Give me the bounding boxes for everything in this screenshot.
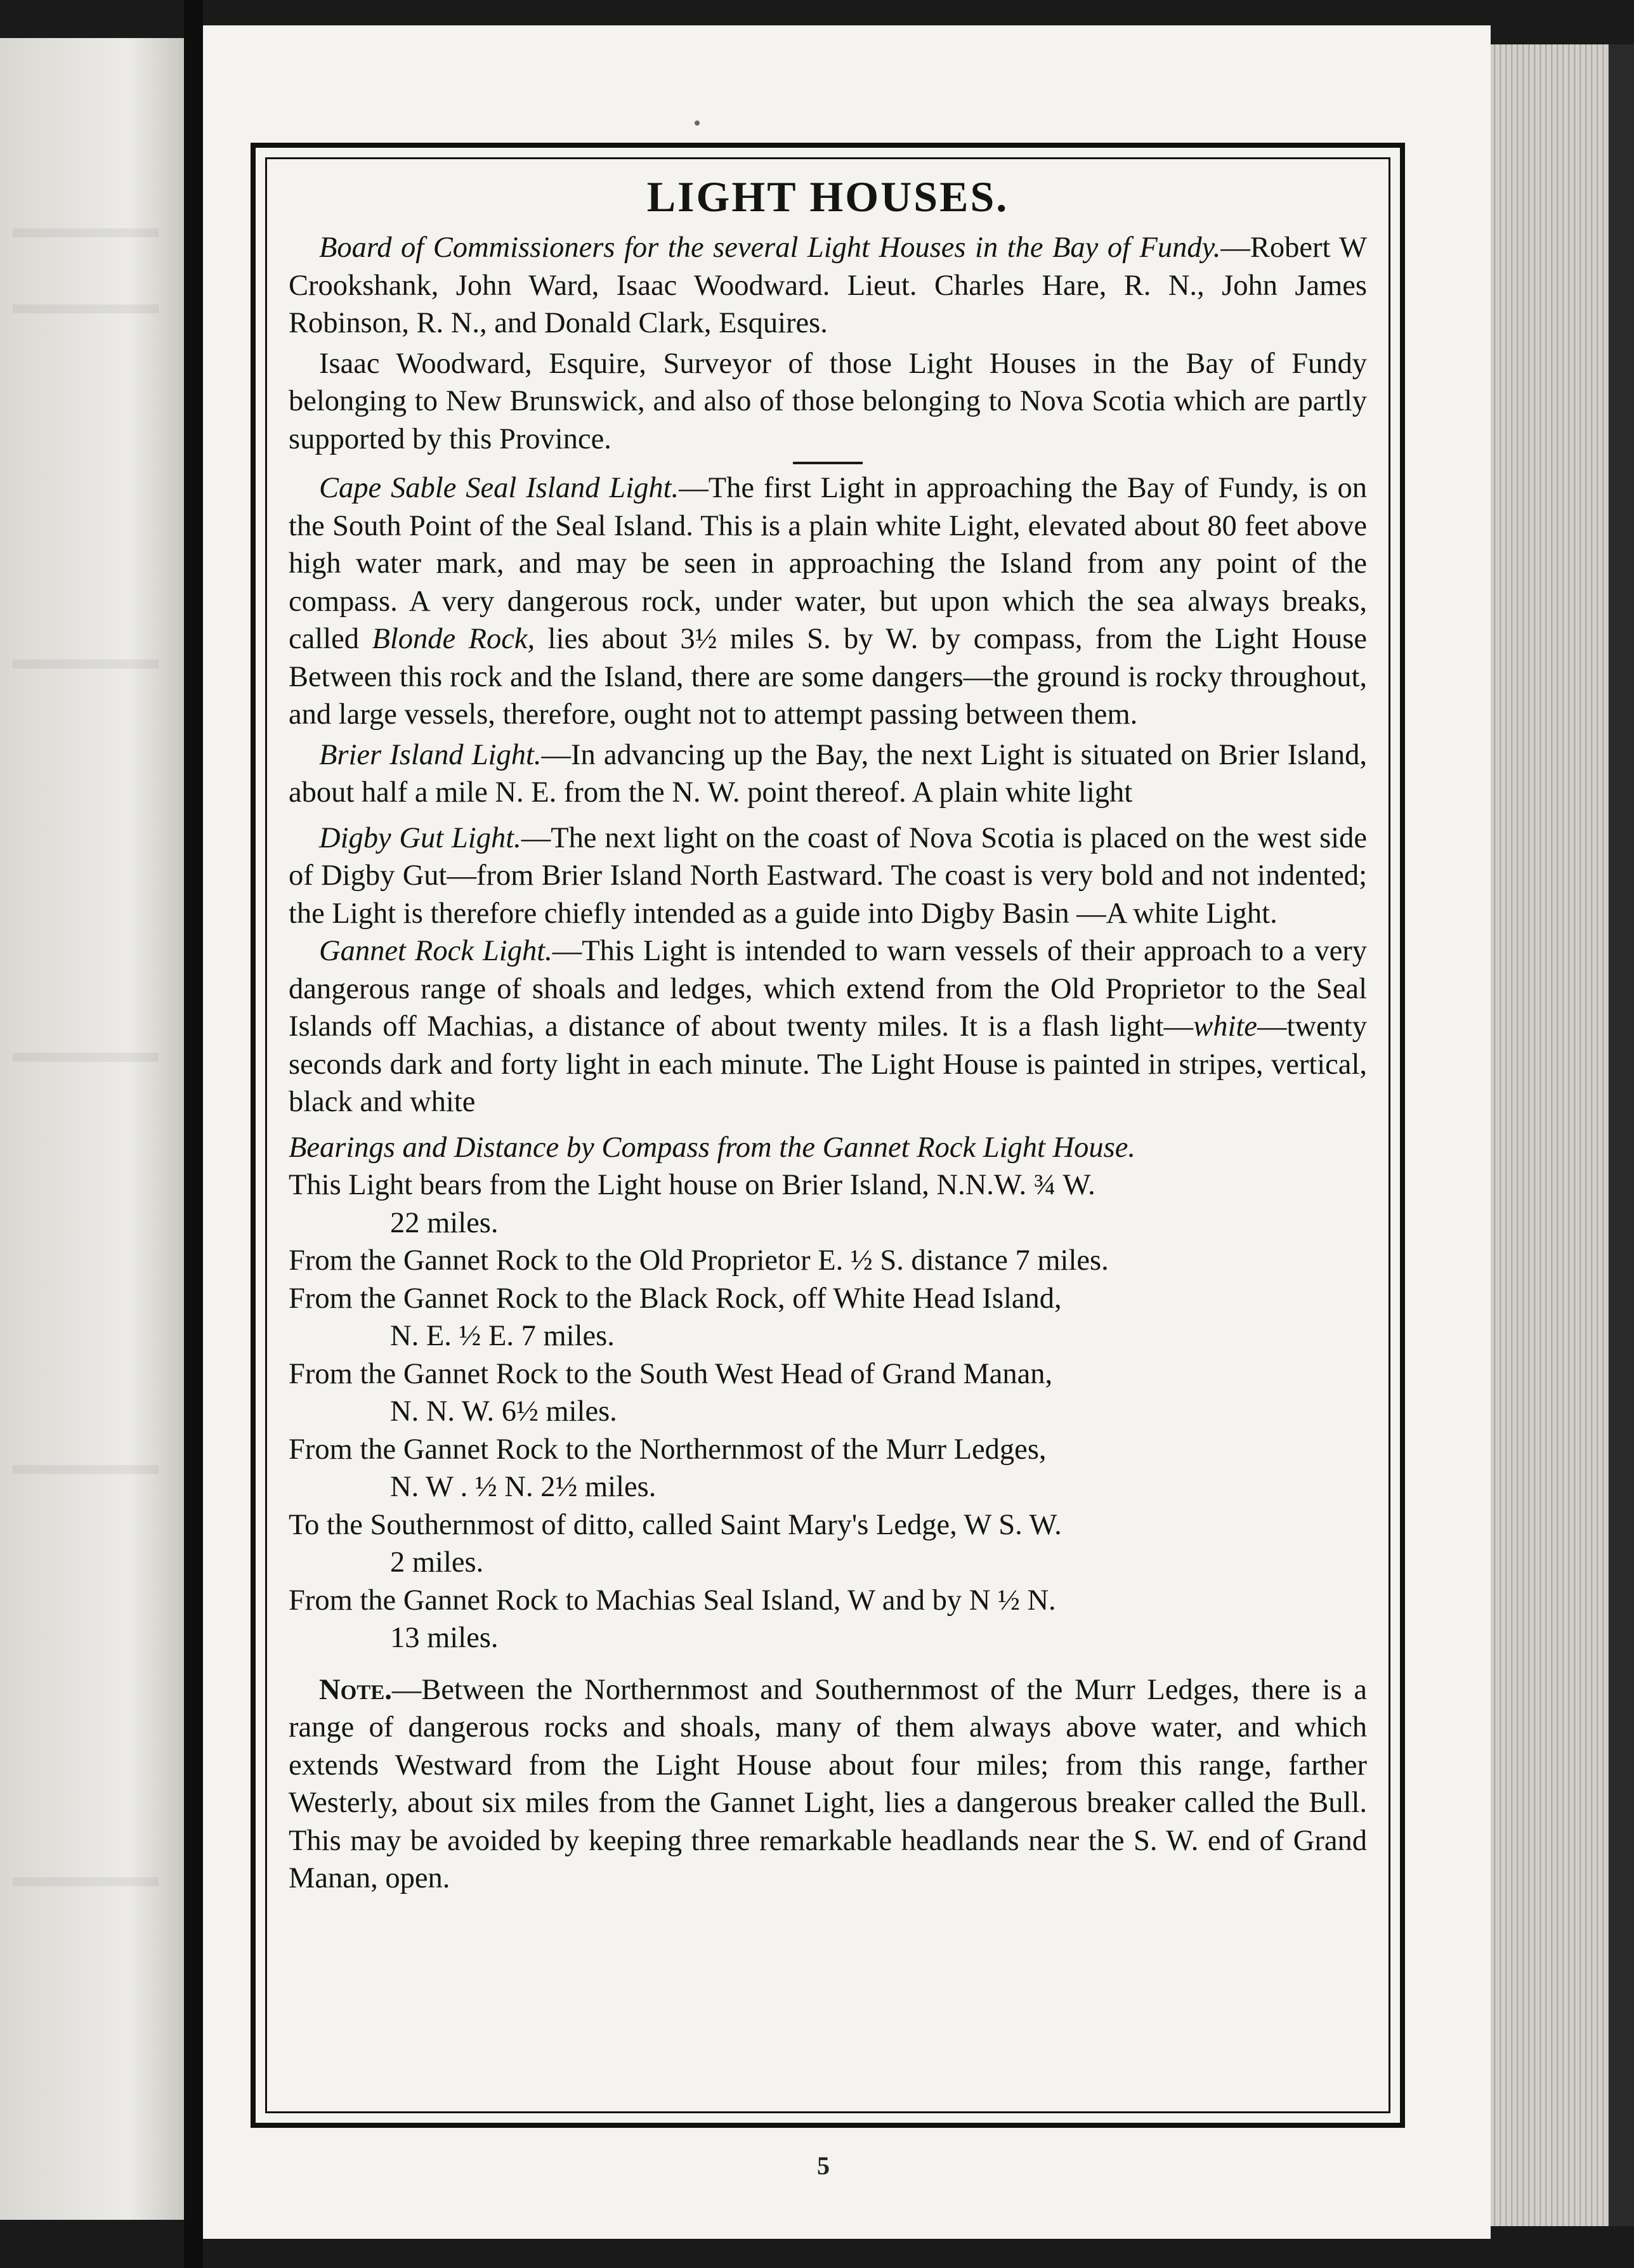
page-title: LIGHT HOUSES.: [646, 173, 1009, 221]
light-text: —The next light on the coast of Nova Scotia is placed on the west side of Digby Gut—from Brier Island North Eastward. The coast is very bold and not indented; the Light is therefore chiefly intended as a guide into Digby Basin —A white Light.: [289, 821, 1367, 930]
bearing-line: From the Gannet Rock to the South West Head of Grand Manan,: [289, 1357, 1053, 1390]
facing-page: [0, 38, 184, 2220]
page-content: [289, 168, 1367, 2096]
light-text: —twenty seconds dark and forty light in each minute. The Light House is painted in stripes, vertical, black and white: [289, 1010, 1367, 1118]
light-paragraph-cape-sable: [289, 469, 1367, 734]
light-text: lies about 3½ miles S. by W. by compass, from the Light House Between this rock and the Island, there are some dangers—the ground is rocky throughout, and large vessels, therefore, ought not to attempt passing between them.: [289, 623, 1367, 731]
bearing-distance: 22 miles.: [390, 1206, 499, 1239]
light-text: —The first Light in approaching the Bay of Fundy, is on the South Point of the Seal Island. This is a plain white Light, elevated about 80 feet above high water mark, and may be seen in approaching the Island from any point of the compass. A very dangerous rock, under water, but upon which the sea always breaks, called: [289, 472, 1367, 655]
bearing-entry: [289, 1506, 1367, 1582]
page-edges: [1491, 44, 1634, 2226]
commissioners-text: —Robert W Crookshank, John Ward, Isaac Woodward. Lieut. Charles Hare, R. N., John James Robinson, R. N., and Donald Clark, Esquires.: [289, 231, 1367, 339]
bearing-entry: [289, 1431, 1367, 1506]
light-paragraph-brier-island: [289, 736, 1367, 812]
section-divider: [793, 462, 863, 464]
bearing-line: To the Southernmost of ditto, called Saint Mary's Ledge, W S. W.: [289, 1508, 1062, 1541]
book-gutter: [184, 0, 203, 2268]
light-name: Digby Gut Light.: [319, 821, 521, 854]
emphasis-word: white: [1193, 1010, 1257, 1043]
bearing-entry: [289, 1242, 1367, 1280]
bearings-heading: Bearings and Distance by Compass from the Gannet Rock Light House.: [289, 1131, 1136, 1164]
page-number: 5: [817, 2151, 830, 2180]
bearing-distance: N. E. ½ E. 7 miles.: [390, 1320, 615, 1352]
note-text: —Between the Northernmost and Southernmost of the Murr Ledges, there is a range of dangerous rocks and shoals, many of them always above water, and which extends Westward from the Light House about four miles; from this range, farther Westerly, about six miles from the Gannet Light, lies a dangerous breaker called the Bull. This may be avoided by keeping three remarkable headlands near the S. W. end of Grand Manan, open.: [289, 1673, 1367, 1894]
bearing-entry: [289, 1355, 1367, 1431]
bearing-line: From the Gannet Rock to the Black Rock, off White Head Island,: [289, 1282, 1062, 1315]
printer-mark: [695, 121, 700, 126]
light-name: Brier Island Light.: [319, 738, 542, 771]
commissioners-heading: Board of Commissioners for the several Light Houses in the Bay of Fundy.: [319, 231, 1221, 264]
bearings-list: [289, 1166, 1367, 1657]
bearing-line: From the Gannet Rock to the Northernmost of the Murr Ledges,: [289, 1433, 1047, 1466]
bearing-line: From the Gannet Rock to the Old Proprietor E. ½ S. distance 7 miles.: [289, 1244, 1109, 1277]
bearing-line: From the Gannet Rock to Machias Seal Island, W and by N ½ N.: [289, 1584, 1056, 1617]
bearing-distance: 13 miles.: [390, 1622, 499, 1654]
bearing-distance: 2 miles.: [390, 1546, 484, 1579]
light-paragraph-digby-gut: [289, 819, 1367, 933]
note-paragraph: [289, 1671, 1367, 1898]
note-label: Note.: [319, 1673, 392, 1706]
bearing-entry: [289, 1582, 1367, 1657]
commissioners-paragraph: [289, 229, 1367, 342]
light-name: Cape Sable Seal Island Light.: [319, 472, 679, 504]
bearing-line: This Light bears from the Light house on Brier Island, N.N.W. ¾ W.: [289, 1169, 1095, 1201]
bearing-distance: N. W . ½ N. 2½ miles.: [390, 1471, 657, 1503]
light-text: —In advancing up the Bay, the next Light is situated on Brier Island, about half a mile N. E. from the N. W. point thereof. A plain white light: [289, 738, 1367, 809]
light-text: —This Light is intended to warn vessels of their approach to a very dangerous range of shoals and ledges, which extend from the Old Proprietor to the Seal Islands off Machias, a distance of about twenty miles. It is a flash light—: [289, 935, 1367, 1043]
light-name: Gannet Rock Light.: [319, 935, 552, 967]
bearing-entry: [289, 1280, 1367, 1355]
bearing-entry: [289, 1166, 1367, 1242]
surveyor-paragraph: Isaac Woodward, Esquire, Surveyor of those Light Houses in the Bay of Fundy belonging to New Brunswick, and also of those belonging to Nova Scotia which are partly supported by this Province.: [289, 347, 1367, 455]
rock-name: Blonde Rock,: [372, 623, 535, 655]
light-paragraph-gannet-rock: [289, 932, 1367, 1121]
bearing-distance: N. N. W. 6½ miles.: [390, 1395, 617, 1428]
